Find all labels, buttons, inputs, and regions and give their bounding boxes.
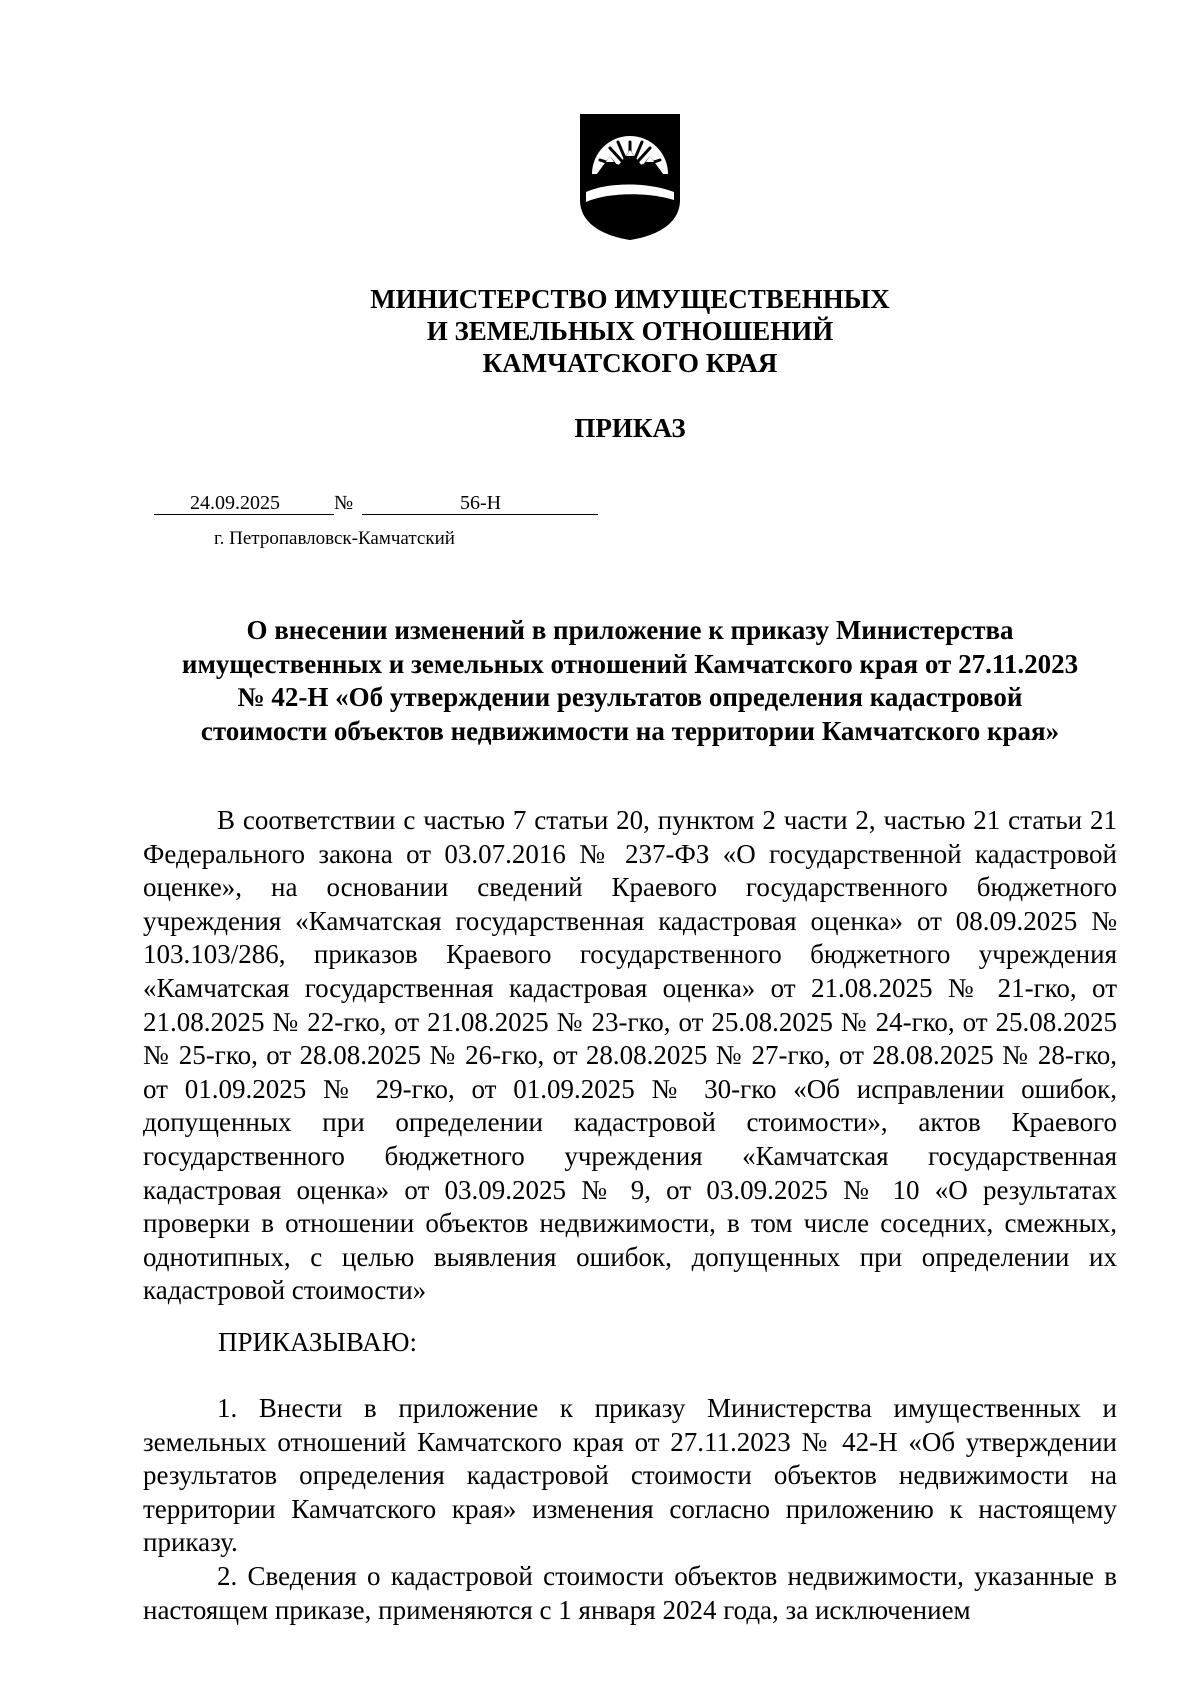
registration-number: 56-Н: [460, 492, 502, 514]
ministry-name-line: МИНИСТЕРСТВО ИМУЩЕСТВЕННЫХ: [370, 284, 890, 314]
order-word: ПРИКАЗЫВАЮ:: [218, 1327, 417, 1357]
subject-line: № 42-Н «Об утверждении результатов определения кадастровой: [237, 682, 1023, 712]
registration-date-field: [154, 490, 334, 515]
subject-line: стоимости объектов недвижимости на территории Камчатского края»: [200, 715, 1060, 746]
document-type-title: ПРИКАЗ: [574, 413, 686, 443]
document-subject: [0, 614, 1200, 748]
ministry-name-line: И ЗЕМЕЛЬНЫХ ОТНОШЕНИЙ: [426, 316, 834, 346]
ministry-name: [0, 283, 1200, 379]
order-point-1: 1. Внести в приложение к приказу Министерства имущественных и земельных отношений Камчатского края от 27.11.2023 № 42-Н «Об утверждении результатов определения кадастровой стоимости объектов недвижимости на территории Камчатского края» изменения согласно приложению к настоящему приказу.: [143, 1393, 1117, 1558]
preamble-paragraph: В соответствии с частью 7 статьи 20, пунктом 2 части 2, частью 21 статьи 21 Федерального закона от 03.07.2016 № 237-ФЗ «О государственной кадастровой оценке», на основании сведений Краевого государственного бюджетного учреждения «Камчатская государственная кадастровая оценка» от 08.09.2025 № 103.103/286, приказов Краевого государственного бюджетного учреждения «Камчатская государственная кадастровая оценка» от 21.08.2025 № 21-гко, от 21.08.2025 № 22-гко, от 21.08.2025 № 23-гко, от 25.08.2025 № 24-гко, от 25.08.2025 № 25-гко, от 28.08.2025 № 26-гко, от 28.08.2025 № 27-гко, от 28.08.2025 № 28-гко, от 01.09.2025 № 29-гко, от 01.09.2025 № 30-гко «Об исправлении ошибок, допущенных при определении кадастровой стоимости», актов Краевого государственного бюджетного учреждения «Камчатская государственная кадастровая оценка» от 03.09.2025 № 9, от 03.09.2025 № 10 «О результатах проверки в отношении объектов недвижимости, в том числе соседних, смежных, однотипных, с целью выявления ошибок, допущенных при определении их кадастровой стоимости»: [143, 805, 1117, 1306]
ministry-name-line: КАМЧАТСКОГО КРАЯ: [482, 348, 778, 378]
kamchatka-coat-of-arms-icon: [578, 112, 682, 242]
order-point-2: 2. Сведения о кадастровой стоимости объектов недвижимости, указанные в настоящем приказе, применяются с 1 января 2024 года, за исключением: [143, 1560, 1117, 1625]
registration-date: 24.09.2025: [190, 492, 280, 514]
subject-line: О внесении изменений в приложение к приказу Министерства: [246, 615, 1014, 645]
issue-place: г. Петропавловск-Камчатский: [214, 528, 455, 549]
subject-line: имущественных и земельных отношений Камчатского края от 27.11.2023: [181, 648, 1079, 679]
number-sign: №: [334, 492, 354, 514]
preamble-block: [143, 804, 1117, 1308]
registration-number-field: [362, 490, 598, 515]
order-points: [143, 1392, 1117, 1627]
